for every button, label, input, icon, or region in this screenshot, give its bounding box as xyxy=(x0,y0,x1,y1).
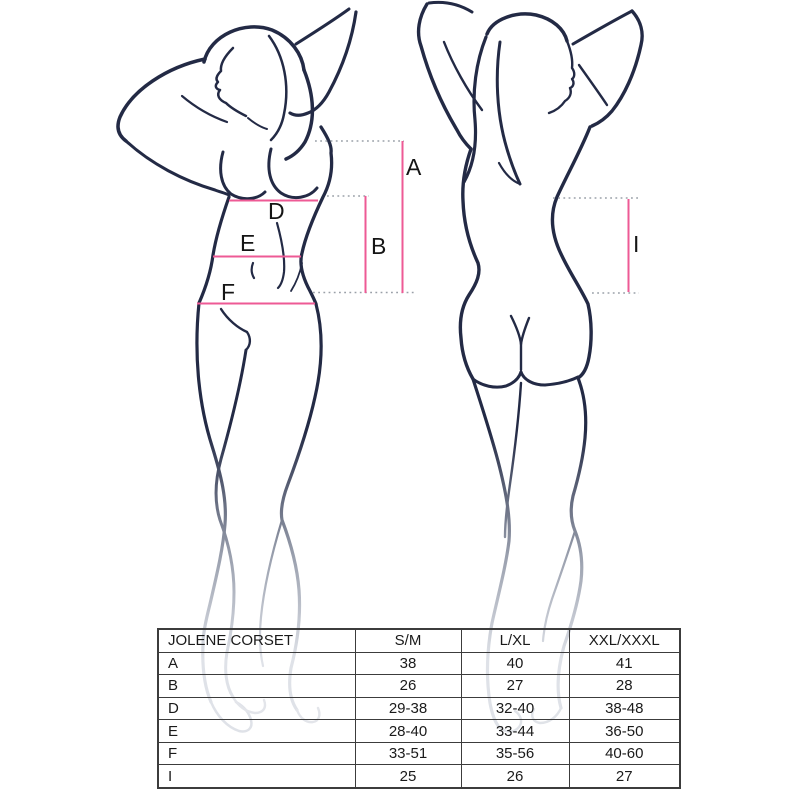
table-header-cell: L/XL xyxy=(461,629,569,652)
female-back-outline xyxy=(419,2,643,731)
table-cell: 26 xyxy=(461,765,569,788)
table-row xyxy=(158,697,680,720)
table-header-cell: XXL/XXXL xyxy=(569,629,680,652)
table-header-cell: S/M xyxy=(355,629,461,652)
table-row-label: D xyxy=(158,697,355,720)
table-row xyxy=(158,652,680,675)
table-row xyxy=(158,765,680,788)
table-cell: 40-60 xyxy=(569,742,680,765)
table-cell: 25 xyxy=(355,765,461,788)
female-front-outline xyxy=(118,9,356,731)
measurement-label-e: E xyxy=(240,230,256,256)
measurement-label-b: B xyxy=(371,233,387,259)
table-cell: 38-48 xyxy=(569,697,680,720)
table-cell: 41 xyxy=(569,652,680,675)
table-cell: 38 xyxy=(355,652,461,675)
table-title-cell: JOLENE CORSET xyxy=(158,629,355,652)
table-cell: 27 xyxy=(569,765,680,788)
measurement-label-a: A xyxy=(406,154,422,180)
table-cell: 27 xyxy=(461,675,569,698)
table-row-label: A xyxy=(158,652,355,675)
table-cell: 26 xyxy=(355,675,461,698)
table-row xyxy=(158,720,680,743)
table-cell: 35-56 xyxy=(461,742,569,765)
table-cell: 28-40 xyxy=(355,720,461,743)
table-row xyxy=(158,675,680,698)
table-row-label: F xyxy=(158,742,355,765)
measurement-label-f: F xyxy=(221,279,236,305)
table-cell: 32-40 xyxy=(461,697,569,720)
table-cell: 33-51 xyxy=(355,742,461,765)
table-row-label: I xyxy=(158,765,355,788)
measurement-label-i: I xyxy=(633,231,640,257)
table-cell: 33-44 xyxy=(461,720,569,743)
table-cell: 29-38 xyxy=(355,697,461,720)
table-row-label: E xyxy=(158,720,355,743)
table-row-label: B xyxy=(158,675,355,698)
size-table xyxy=(157,628,681,789)
dotted-reference-lines xyxy=(313,141,639,293)
table-cell: 28 xyxy=(569,675,680,698)
table-cell: 40 xyxy=(461,652,569,675)
table-row xyxy=(158,742,680,765)
table-cell: 36-50 xyxy=(569,720,680,743)
measurement-label-d: D xyxy=(268,198,285,224)
size-table-header-row xyxy=(158,629,680,652)
